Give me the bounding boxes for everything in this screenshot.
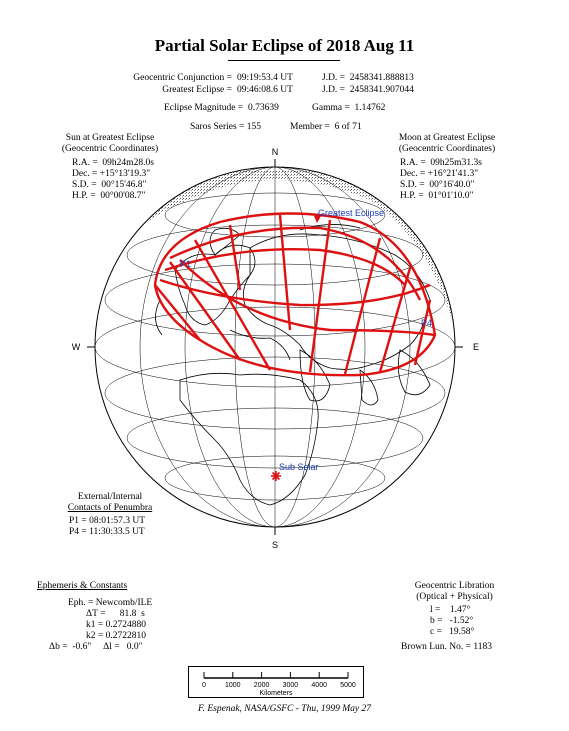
sub-solar-label: Sub Solar bbox=[279, 462, 319, 472]
magnitude-curve bbox=[180, 260, 435, 335]
moon-hp: H.P. = 01°01'10.0" bbox=[400, 191, 474, 201]
sub-solar-point bbox=[271, 471, 281, 481]
scale-tick-label: 1000 bbox=[225, 682, 241, 689]
penumbra-limit-curve bbox=[155, 214, 435, 376]
contacts-heading: External/Internal bbox=[77, 492, 143, 502]
moon-dec: Dec. = +16°21'41.3" bbox=[400, 169, 479, 179]
credit-footer: F. Espenak, NASA/GSFC - Thu, 1999 May 27 bbox=[198, 704, 371, 714]
eclipse-penumbra-lines bbox=[155, 214, 435, 376]
scale-tick-label: 0 bbox=[202, 682, 206, 689]
saros-series: Saros Series = 155 bbox=[190, 122, 262, 132]
south-label: S bbox=[271, 540, 279, 550]
sun-hp: H.P. = 00°00'08.7" bbox=[72, 191, 146, 201]
sun-heading: Sun at Greatest Eclipse bbox=[65, 133, 155, 143]
ephemeris-heading: Ephemeris & Constants bbox=[37, 581, 128, 591]
sun-dec: Dec. = +15°13'19.3" bbox=[72, 169, 151, 179]
saros-member: Member = 6 of 71 bbox=[290, 122, 362, 132]
eclipse-magnitude: Eclipse Magnitude = 0.73639 bbox=[164, 103, 279, 113]
greatest-eclipse-jd: J.D. = 2458341.907044 bbox=[322, 85, 414, 95]
ephemeris-delta-b-l: Δb = -0.6" Δl = 0.0" bbox=[49, 642, 143, 652]
brown-lunation-number: Brown Lun. No. = 1183 bbox=[401, 642, 493, 652]
libration-heading: Geocentric Libration bbox=[414, 581, 495, 591]
p1-label: P1 bbox=[180, 259, 192, 269]
east-label: E bbox=[472, 342, 480, 352]
libration-b: b = -1.52° bbox=[430, 616, 474, 626]
gamma: Gamma = 1.14762 bbox=[312, 103, 386, 113]
contact-p4: P4 = 11:30:33.5 UT bbox=[69, 527, 145, 537]
ephemeris-eph: Eph. = Newcomb/ILE bbox=[68, 598, 153, 608]
greatest-eclipse-time: 09:46:08.6 UT bbox=[237, 85, 293, 95]
moon-subheading: (Geocentric Coordinates) bbox=[398, 144, 496, 154]
conjunction-time: 09:19:53.4 UT bbox=[237, 73, 293, 83]
greatest-eclipse-label: Greatest Eclipse = bbox=[162, 85, 232, 95]
p4-label: P4 bbox=[421, 318, 433, 328]
sun-ra: R.A. = 09h24m28.0s bbox=[72, 158, 154, 168]
ephemeris-delta-t: ΔT = 81.8 s bbox=[86, 609, 145, 619]
time-line bbox=[280, 215, 290, 330]
scale-unit-label: Kilometers bbox=[259, 690, 293, 697]
scale-tick-label: 2000 bbox=[253, 682, 270, 689]
libration-c: c = 19.58° bbox=[430, 627, 475, 637]
west-label: W bbox=[71, 342, 81, 352]
moon-heading: Moon at Greatest Eclipse bbox=[398, 133, 496, 143]
scale-bar bbox=[188, 666, 364, 698]
sun-subheading: (Geocentric Coordinates) bbox=[61, 144, 159, 154]
time-line bbox=[170, 262, 240, 360]
north-label: N bbox=[271, 147, 279, 157]
contact-p1: P1 = 08:01:57.3 UT bbox=[69, 516, 146, 526]
scale-ticks bbox=[204, 672, 348, 678]
contacts-subheading: Contacts of Penumbra bbox=[67, 503, 153, 513]
ephemeris-k1: k1 = 0.2724880 bbox=[86, 620, 146, 630]
magnitude-curve bbox=[160, 280, 430, 305]
scale-tick-label: 4000 bbox=[311, 682, 327, 689]
libration-subheading: (Optical + Physical) bbox=[416, 592, 493, 602]
moon-sd: S.D. = 00°16'40.0" bbox=[400, 180, 475, 190]
globe-body bbox=[95, 167, 455, 527]
conjunction-jd: J.D. = 2458341.888813 bbox=[322, 73, 414, 83]
scale-tick-label: 5000 bbox=[340, 682, 356, 689]
libration-l: l = 1.47° bbox=[430, 605, 471, 615]
conjunction-label: Geocentric Conjunction = bbox=[133, 73, 232, 83]
ephemeris-k2: k2 = 0.2722810 bbox=[86, 631, 146, 641]
scale-tick-label: 3000 bbox=[282, 682, 299, 689]
time-line bbox=[310, 220, 330, 372]
time-line bbox=[380, 268, 410, 372]
sun-sd: S.D. = 00°15'46.8" bbox=[72, 180, 147, 190]
moon-ra: R.A. = 09h25m31.3s bbox=[400, 158, 482, 168]
page-title: Partial Solar Eclipse of 2018 Aug 11 bbox=[154, 36, 415, 55]
greatest-eclipse-label: Greatest Eclipse bbox=[318, 208, 385, 218]
